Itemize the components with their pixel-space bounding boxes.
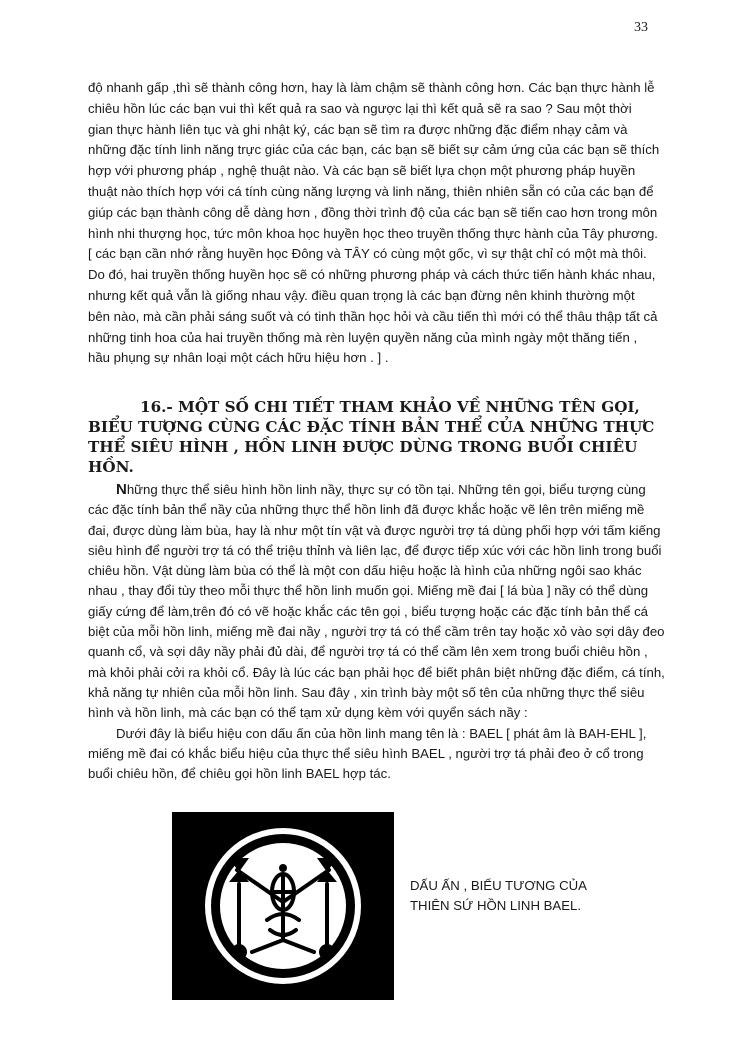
caption-line-2: THIÊN SỨ HỒN LINH BAEL. — [410, 898, 582, 913]
section-heading — [88, 397, 668, 477]
body-paragraph — [88, 480, 666, 784]
body-paragraph-text: hững thực thể siêu hình hồn linh nầy, thực sự có tồn tại. Những tên gọi, biểu tượng cùng các đặc tính bản thể nầy của những thực thể hồn linh đã được khắc hoặc vẽ lên trên miếng mề đai, được dùng làm bùa, hay là như một tín vật và được người trợ tá dùng phối hợp với tấm kiếng siêu hình để người trợ tá có thể triệu thỉnh và liên lạc, để được tiếp xúc với các hồn linh trong buổi chiêu hồn. Vật dùng làm bùa có thể là một con dấu hiệu hoặc là hình của những ngôi sao khác nhau , thay đổi tùy theo mỗi thực thể hồn linh muốn gọi. Miếng mề đai [ lá bùa ] nầy có thể dùng giấy cứng để làm,trên đó có vẽ hoặc khắc các tên gọi , biểu tượng hoặc các đặc tính bản thể cá biệt của mỗi hồn linh, miếng mề đai nầy , người trợ tá có thể cầm trên tay hoặc xỏ vào sợi dây đeo quanh cổ, và sợi dây nầy phải đủ dài, để người trợ tá có thể cầm lên xem trong buổi chiêu hồn , mà khỏi phải cởi ra khỏi cổ. Đây là lúc các bạn phải học để biết phân biệt những đặc điểm, cá tính, khả năng tự nhiên của mỗi hồn linh. Sau đây , xin trình bày một số tên của những thực thể siêu hình và hồn linh, mà các bạn có thể tạm xử dụng kèm với quyển sách nầy : — [88, 482, 665, 721]
page-number: 33 — [634, 20, 648, 35]
bael-description: Dưới đây là biểu hiệu con dấu ấn của hồn linh mang tên là : BAEL [ phát âm là BAH-EHL ], miếng mề đai có khắc biểu hiệu của thực thể siêu hình BAEL , người trợ tá phải đeo ở cổ trong buổi chiêu hồn, để chiêu gọi hồn linh BAEL hợp tác. — [88, 725, 647, 782]
bael-seal-image — [172, 812, 394, 1000]
intro-paragraph: độ nhanh gấp ,thì sẽ thành công hơn, hay là làm chậm sẽ thành công hơn. Các bạn thực hành lễ chiêu hồn lúc các bạn vui thì kết quả ra sao và ngược lại thì kết quả sẽ ra sao ? Sau một thời gian thực hành liên tục và ghi nhật ký, các bạn sẽ tìm ra được những đặc điểm nhạy cảm và những đặc tính linh năng trực giác của các bạn, các bạn sẽ biết sự cảm ứng của các bạn sẽ thích hợp với phương pháp , nghệ thuật nào. Và các bạn sẽ biết lựa chọn một phương pháp huyền thuật nào thích hợp với cá tính cùng năng lượng và linh năng, thiên nhiên sẵn có của các bạn để giúp các bạn thành công dễ dàng hơn , đồng thời trình độ của các bạn sẽ tiến cao hơn trong môn hình nhi thượng học, tức môn khoa học huyền học theo truyền thống thực hành của Tây phương. [ các bạn cần nhớ rằng huyền học Đông và TÂY có cùng một gốc, vì sự thật chỉ có một mà thôi. Do đó, hai truyền thống huyền học sẽ có những phương pháp và cách thức tiến hành khác nhau, nhưng kết quả vẫn là giống nhau vậy. điều quan trọng là các bạn đừng nên khinh thường một bên nào, mà cần phải sáng suốt và có tinh thần học hỏi và cầu tiến thì mới có thể thâu thập tất cả những tinh hoa của hai truyền thống mà rèn luyện quyền năng của mình ngày một thăng tiến , hầu phụng sự nhân loại một cách hữu hiệu hơn . ] . — [88, 80, 660, 366]
drop-letter: N — [116, 481, 127, 498]
bael-sigil-icon — [172, 812, 394, 1000]
section-heading-text: 16.- MỘT SỐ CHI TIẾT THAM KHẢO VỀ NHỮNG TÊN GỌI, BIỂU TƯỢNG CÙNG CÁC ĐẶC TÍNH BẢN THỂ CỦA NHỮNG THỰC THỂ SIÊU HÌNH , HỒN LINH ĐƯỢC DÙNG TRONG BUỔI CHIÊU HỒN. — [88, 398, 655, 476]
seal-caption — [410, 876, 670, 916]
caption-line-1: DẤU ẤN , BIỂU TƯƠNG CỦA — [410, 878, 587, 893]
